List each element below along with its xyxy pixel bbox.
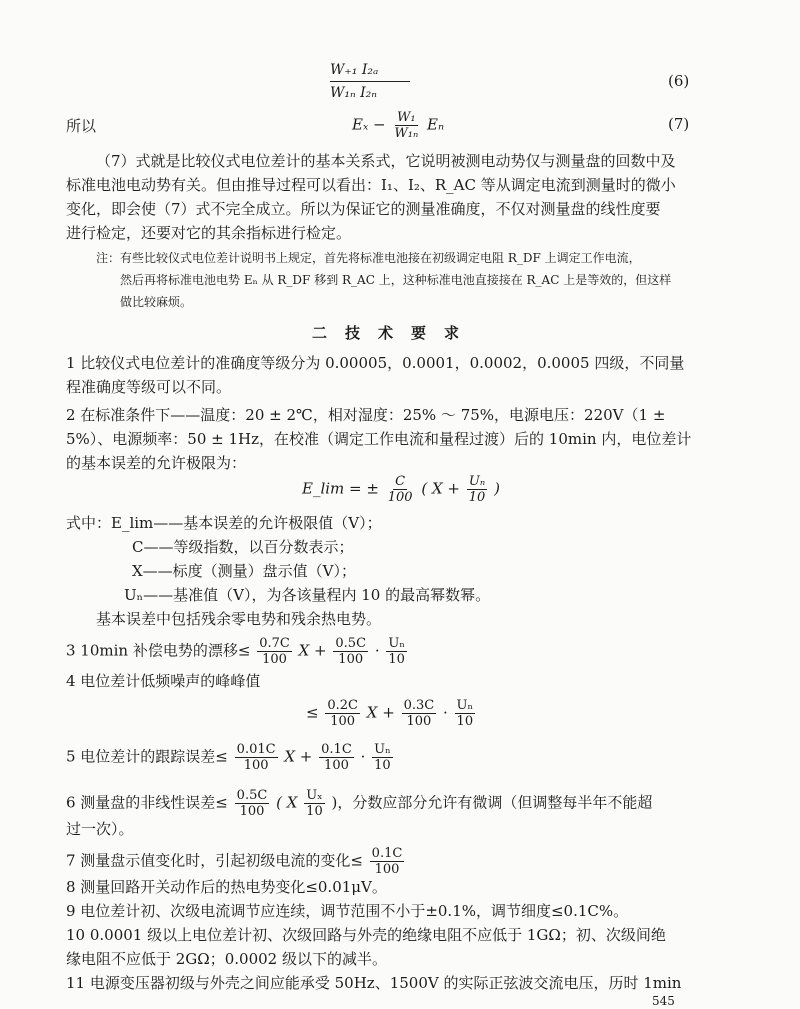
item-5-text: 5 电位差计的跟踪误差≤: [66, 747, 228, 766]
item-6-text: 6 测量盘的非线性误差≤: [66, 793, 228, 812]
item-4-num-3: Uₙ: [456, 698, 474, 713]
item-3-den-1: 100: [262, 652, 287, 667]
item-3-dot: ·: [374, 641, 380, 660]
item-4-equation: [306, 698, 477, 729]
note-line: 然后再将标准电池电势 Eₙ 从 R_DF 移到 R_AC 上，这种标准电池直接接在 R_AC 上是等效的，但这样: [120, 273, 672, 287]
elim-fraction-1: [386, 474, 415, 505]
page-number: 545: [652, 994, 675, 1008]
item-8: 8 测量回路开关动作后的热电势变化≤0.01μV。: [66, 878, 387, 896]
item-5-x: X +: [284, 747, 313, 766]
equation-7-fraction: [392, 110, 420, 141]
item-4-dot: ·: [442, 703, 448, 722]
elim-fraction-2: [467, 474, 488, 505]
item-3-num-3: Uₙ: [388, 636, 405, 651]
definition-line: 基本误差中包括残余零电势和残余热电势。: [96, 610, 382, 628]
item-3-text: 3 10min 补偿电势的漂移≤: [66, 641, 251, 660]
item-7-den-1: 100: [374, 862, 400, 877]
item-6-x: ( X: [276, 793, 298, 812]
elim-lhs: E_lim = ±: [302, 479, 379, 498]
item-5-den-1: 100: [243, 758, 269, 773]
item-10-line: 缘电阻不应低于 2GΩ；0.0002 级以下的减半。: [66, 950, 387, 968]
elim-numerator-1: C: [395, 474, 406, 489]
item-5-dot: ·: [360, 747, 366, 766]
item-7: [66, 846, 406, 877]
item-5-num-1: 0.01C: [236, 742, 276, 757]
equation-7-numerator: W₁: [397, 110, 416, 125]
item-1-line: 程准确度等级可以不同。: [66, 378, 232, 396]
equation-7-denominator: W₁ₙ: [394, 126, 419, 141]
item-2-line: 的基本误差的允许极限为：: [66, 454, 247, 472]
elim-equation: [302, 474, 500, 505]
item-6-den-1: 100: [239, 804, 265, 819]
equation-7-lhs: Eₓ −: [352, 115, 386, 134]
equation-7: [352, 110, 444, 141]
note-line: 注：有些比较仪式电位差计说明书上规定，首先将标准电池接在初级调定电阻 R_DF 上调定工作电流，: [96, 251, 641, 265]
item-5-num-2: 0.1C: [321, 742, 352, 757]
item-5-den-3: 10: [374, 758, 391, 773]
item-4-den-1: 100: [330, 714, 356, 729]
item-3: [66, 636, 409, 667]
item-11: 11 电源变压器初级与外壳之间应能承受 50Hz、1500V 的实际正弦波交流电压，历时 1min: [66, 974, 682, 992]
item-3-num-1: 0.7C: [259, 636, 290, 651]
paragraph-line: 标准电池电动势有关。但由推导过程可以看出：I₁、I₂、R_AC 等从调定电流到测量时的微小: [66, 176, 676, 194]
item-4-den-3: 10: [456, 714, 474, 729]
item-3-den-2: 100: [338, 652, 364, 667]
item-2-line: 5%）、电源频率：50 ± 1Hz，在校准（调定工作电流和量程过渡）后的 10min 内，电位差计: [66, 430, 692, 448]
item-4-text: 4 电位差计低频噪声的峰峰值: [66, 672, 261, 690]
equation-6-top: W₊₁ I₂ₐ: [330, 62, 379, 78]
elim-mid: ( X +: [421, 479, 460, 498]
paragraph-line: （7）式就是比较仪式电位差计的基本关系式，它说明被测电动势仅与测量盘的回数中及: [96, 152, 676, 170]
item-4-le: ≤: [306, 703, 319, 722]
equation-7-label: 所以: [66, 117, 97, 135]
equation-7-tail: Eₙ: [427, 115, 445, 134]
item-3-num-2: 0.5C: [335, 636, 367, 651]
item-7-text: 7 测量盘示值变化时，引起初级电流的变化≤: [66, 851, 363, 870]
item-7-num-1: 0.1C: [371, 846, 403, 861]
note-line: 做比较麻烦。: [120, 295, 193, 309]
item-4-num-1: 0.2C: [327, 698, 358, 713]
item-4-num-2: 0.3C: [403, 698, 435, 713]
elim-numerator-2: Uₙ: [468, 474, 486, 489]
equation-6: [330, 60, 410, 103]
item-4-x: X +: [366, 703, 395, 722]
item-6-tail: )，分数应部分允许有微调（但调整每半年不能超: [331, 793, 653, 812]
definition-line: C——等级指数，以百分数表示；: [132, 538, 354, 556]
item-1-line: 1 比较仪式电位差计的准确度等级分为 0.00005，0.0001，0.0002，0.0005 四级，不同量: [66, 354, 685, 372]
item-9: 9 电位差计初、次级电流调节应连续，调节范围不小于±0.1%，调节细度≤0.1C%。: [66, 902, 629, 920]
item-5-den-2: 100: [324, 758, 349, 773]
item-4-den-2: 100: [406, 714, 432, 729]
definition-line: X——标度（测量）盘示值（V）；: [132, 562, 357, 580]
elim-denominator-1: 100: [387, 490, 413, 505]
item-6-continuation: 过一次）。: [66, 820, 134, 838]
equation-6-number: (6): [668, 72, 690, 90]
equation-6-bottom: W₁ₙ I₂ₙ: [330, 85, 377, 101]
definition-line: 式中：E_lim——基本误差的允许极限值（V）；: [66, 514, 382, 532]
elim-denominator-2: 10: [468, 490, 486, 505]
item-3-den-3: 10: [388, 652, 405, 667]
paragraph-line: 变化，即会使（7）式不完全成立。所以为保证它的测量准确度，不仅对测量盘的线性度要: [66, 200, 661, 218]
item-6-num-3: Uₓ: [306, 788, 323, 803]
definition-line: Uₙ——基准值（V），为各该量程内 10 的最高幂数幂。: [124, 586, 491, 604]
item-5: [66, 742, 395, 773]
item-3-x: X +: [298, 641, 327, 660]
fraction-bar: [330, 81, 410, 82]
item-6-den-3: 10: [306, 804, 323, 819]
item-2-line: 2 在标准条件下——温度：20 ± 2℃，相对湿度：25% ～ 75%，电源电压：220V（1 ±: [66, 406, 666, 424]
elim-end: ): [494, 479, 500, 498]
item-6-num-1: 0.5C: [236, 788, 268, 803]
item-6: [66, 788, 652, 819]
section-heading: 二技术要求: [312, 324, 478, 342]
paragraph-line: 进行检定，还要对它的其余指标进行检定。: [66, 224, 352, 242]
item-10-line: 10 0.0001 级以上电位差计初、次级回路与外壳的绝缘电阻不应低于 1GΩ；初、次级间绝: [66, 926, 666, 944]
equation-7-number: (7): [668, 115, 690, 133]
item-5-num-3: Uₙ: [374, 742, 391, 757]
